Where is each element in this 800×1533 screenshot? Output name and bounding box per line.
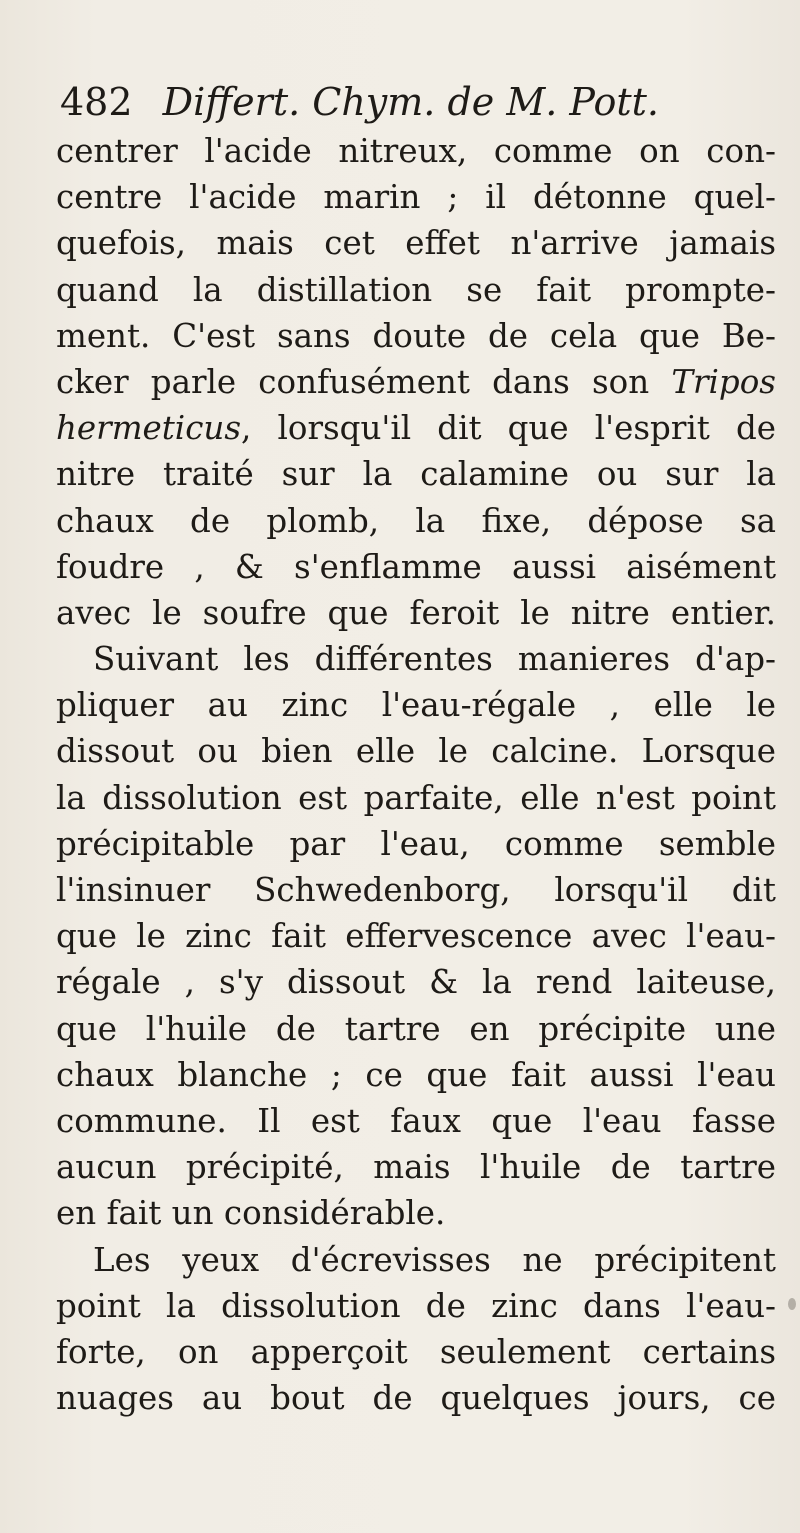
text-line (56, 1144, 776, 1190)
line-text: centre l'acide marin ; il détonne quel- (56, 178, 776, 217)
line-text: l'insinuer Schwedenborg, lorsqu'il dit (56, 871, 776, 909)
line-text: chaux de plomb, la fixe, dépose sa (56, 501, 776, 540)
line-text: nitre traité sur la calamine ou sur la (56, 455, 776, 494)
line-text: point la dissolution de zinc dans l'eau- (56, 1286, 776, 1325)
text-line (56, 682, 776, 728)
line-text: en fait un considérable. (56, 1194, 446, 1233)
text-line (56, 359, 776, 405)
text-line (56, 913, 776, 959)
line-text: aucun précipité, mais l'huile de tartre (56, 1148, 776, 1187)
italic-term: hermeticus (56, 409, 242, 448)
text-line (56, 1098, 776, 1144)
text-line (56, 267, 776, 313)
text-line (56, 1052, 776, 1098)
line-text: la dissolution est parfaite, elle n'est point (56, 778, 776, 817)
text-line (56, 821, 776, 867)
line-text: que l'huile de tartre en précipite une (56, 1009, 776, 1048)
text-line (56, 775, 776, 821)
text-line (56, 1006, 776, 1052)
line-text: régale , s'y dissout & la rend laiteuse, (56, 963, 776, 1002)
text-line (56, 636, 776, 682)
text-line (56, 128, 776, 174)
line-text: ment. C'est sans doute de cela que Be- (56, 316, 776, 355)
line-text: Suivant les différentes manieres d'ap- (93, 640, 776, 679)
running-title: Differt. Chym. de M. Pott. (162, 80, 659, 124)
text-line (56, 1375, 776, 1421)
line-text: commune. Il est faux que l'eau fasse (56, 1101, 776, 1140)
line-text: précipitable par l'eau, comme semble (56, 824, 776, 863)
text-line (56, 498, 776, 544)
line-text: avec le soufre que feroit le nitre entier. (56, 593, 776, 632)
page-header (60, 76, 760, 128)
page-number: 482 (60, 80, 133, 124)
ink-spot (788, 1298, 796, 1310)
text-line (56, 405, 776, 451)
text-line (56, 1190, 776, 1236)
line-text: , lorsqu'il dit que l'esprit de (241, 409, 776, 448)
line-text: cker parle confusément dans son (56, 362, 672, 401)
line-text: pliquer au zinc l'eau-régale , elle le (56, 686, 776, 725)
text-line (56, 728, 776, 774)
line-text: chaux blanche ; ce que fait aussi l'eau (56, 1055, 776, 1094)
line-text: quand la distillation se fait prompte- (56, 270, 776, 309)
text-line (56, 451, 776, 497)
line-text: forte, on apperçoit seulement certains (56, 1332, 776, 1371)
text-line (56, 174, 776, 220)
text-line (56, 1283, 776, 1329)
text-line (56, 220, 776, 266)
text-line (56, 867, 776, 913)
text-line (56, 959, 776, 1005)
line-text: quefois, mais cet effet n'arrive jamais (56, 224, 776, 263)
text-line (56, 590, 776, 636)
italic-term: Tripos (671, 362, 776, 401)
line-text: dissout ou bien elle le calcine. Lorsque (56, 732, 776, 771)
text-line (56, 313, 776, 359)
text-line (56, 544, 776, 590)
text-line (56, 1329, 776, 1375)
line-text: Les yeux d'écrevisses ne précipitent (93, 1240, 776, 1279)
text-line (56, 1237, 776, 1283)
line-text: que le zinc fait effervescence avec l'eau- (56, 917, 776, 956)
line-text: centrer l'acide nitreux, comme on con- (56, 132, 776, 170)
line-text: foudre , & s'enflamme aussi aisément (56, 547, 776, 586)
body-text (56, 128, 776, 1421)
line-text: nuages au bout de quelques jours, ce (56, 1379, 776, 1418)
